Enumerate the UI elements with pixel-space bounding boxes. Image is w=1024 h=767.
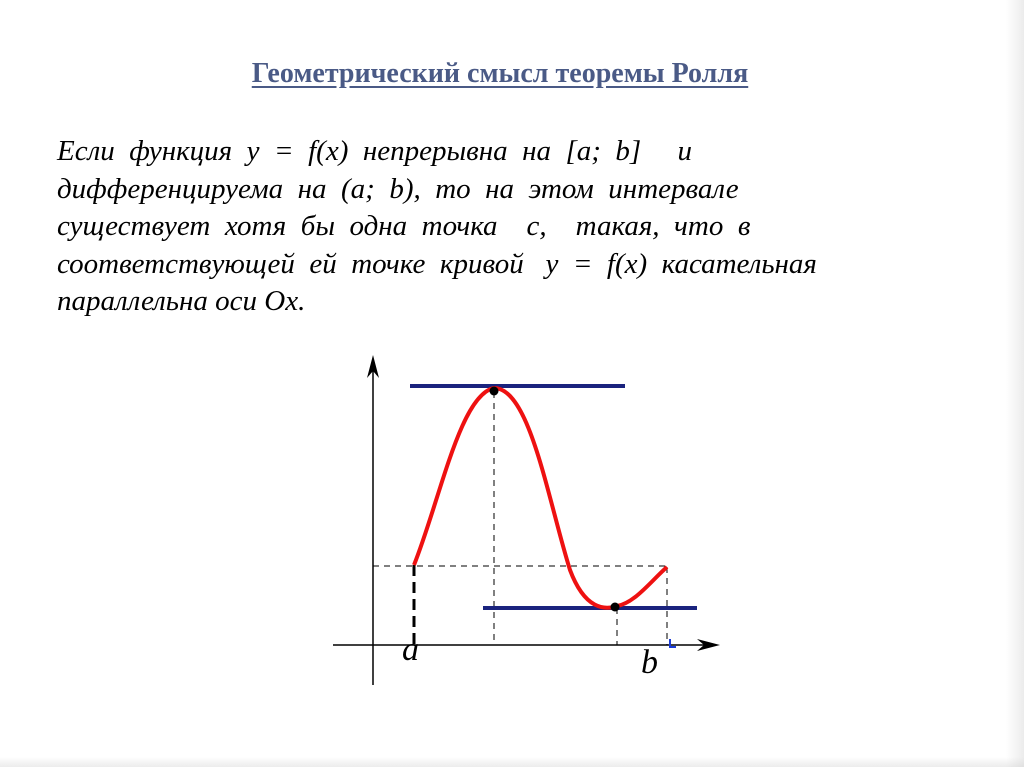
function-curve [414, 388, 667, 608]
max-point [490, 387, 499, 396]
slide-title: Геометрический смысл теоремы Ролля [251, 58, 749, 89]
theorem-line-2: дифференцируема на (a; b), то на этом интервале [57, 172, 739, 205]
min-point [611, 603, 620, 612]
b-tick-mark [670, 639, 676, 647]
label-a: a [402, 631, 419, 668]
theorem-line-4: соответствующей ей точке кривой y = f(x) касательная [57, 247, 817, 280]
theorem-line-3: существует хотя бы одна точка c, такая, что в [57, 210, 751, 242]
theorem-line-1: Если функция y = f(x) непрерывна на [a; b] и [57, 135, 692, 167]
label-b: b [641, 644, 658, 681]
theorem-line-5: параллельна оси Ox. [57, 285, 306, 317]
